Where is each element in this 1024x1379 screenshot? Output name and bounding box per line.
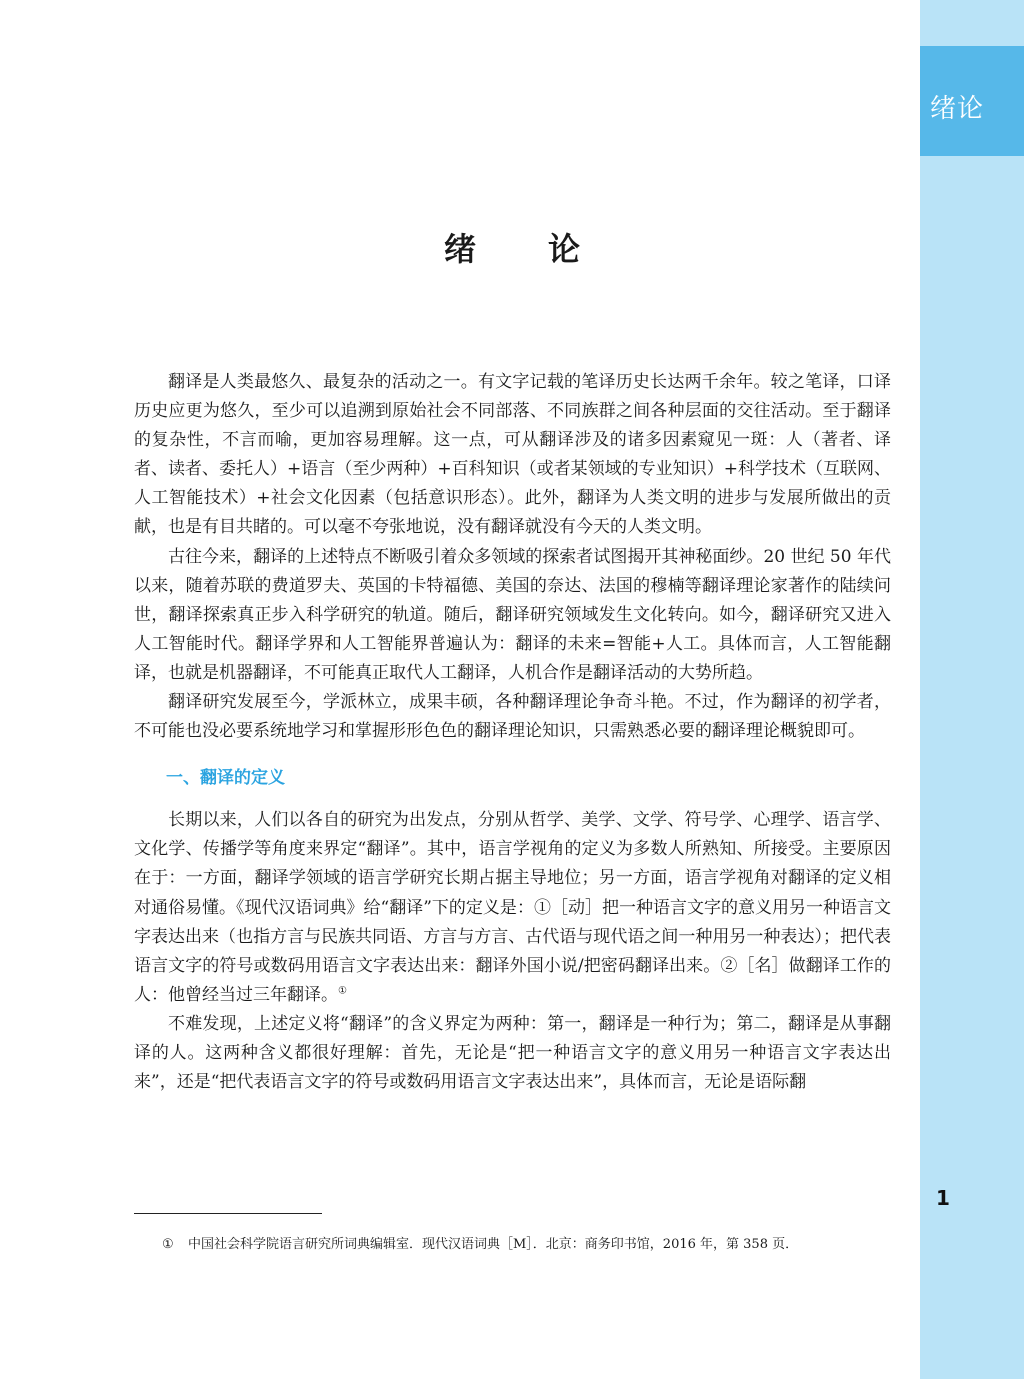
- body-text: [134, 368, 891, 1097]
- intro-paragraph-3: 翻译研究发展至今，学派林立，成果丰硕，各种翻译理论争奇斗艳。不过，作为翻译的初学者，不可能也没必要系统地学习和掌握形形色色的翻译理论知识，只需熟悉必要的翻译理论概貌即可。: [134, 692, 891, 742]
- side-margin-strip: [920, 0, 1024, 1379]
- footnote-marker: ①: [162, 1237, 174, 1252]
- section-heading: 一、翻译的定义: [166, 768, 285, 789]
- page-number: 1: [936, 1186, 950, 1210]
- footnote-text: 中国社会科学院语言研究所词典编辑室．现代汉语词典［M］．北京：商务印书馆，2016 年，第 358 页．: [188, 1237, 799, 1252]
- chapter-tab-label: 绪论: [930, 94, 985, 124]
- section-paragraph-2: 不难发现，上述定义将“翻译”的含义界定为两种：第一，翻译是一种行为；第二，翻译是从事翻译的人。这两种含义都很好理解：首先，无论是“把一种语言文字的意义用另一种语言文字表达出来”，还是“把代表语言文字的符号或数码用语言文字表达出来”，具体而言，无论是语际翻: [134, 1013, 891, 1093]
- section-paragraph-1: [134, 806, 891, 1010]
- footnote: [162, 1236, 902, 1254]
- section-paragraph-1-text: 长期以来，人们以各自的研究为出发点，分别从哲学、美学、文学、符号学、心理学、语言学、文化学、传播学等角度来界定“翻译”。其中，语言学视角的定义为多数人所熟知、所接受。主要原因在于：一方面，翻译学领域的语言学研究长期占据主导地位；另一方面，语言学视角对翻译的定义相对通俗易懂。《现代汉语词典》给“翻译”下的定义是：①［动］把一种语言文字的意义用另一种语言文字表达出来（也指方言与民族共同语、方言与方言、古代语与现代语之间一种用另一种表达）；把代表语言文字的符号或数码用语言文字表达出来：翻译外国小说/把密码翻译出来。②［名］做翻译工作的人：他曾经当过三年翻译。: [134, 810, 891, 1005]
- intro-paragraph-2: 古往今来，翻译的上述特点不断吸引着众多领域的探索者试图揭开其神秘面纱。20 世纪 50 年代以来，随着苏联的费道罗夫、英国的卡特福德、美国的奈达、法国的穆楠等翻译理论家著作的陆续问世，翻译探索真正步入科学研究的轨道。随后，翻译研究领域发生文化转向。如今，翻译研究又进入人工智能时代。翻译学界和人工智能界普遍认为：翻译的未来=智能+人工。具体而言，人工智能翻译，也就是机器翻译，不可能真正取代人工翻译，人机合作是翻译活动的大势所趋。: [134, 546, 891, 683]
- footnote-divider: [134, 1213, 322, 1214]
- page-title: 绪论: [443, 230, 652, 268]
- footnote-reference[interactable]: ①: [338, 985, 347, 997]
- intro-paragraph-1: 翻译是人类最悠久、最复杂的活动之一。有文字记载的笔译历史长达两千余年。较之笔译，口译历史应更为悠久，至少可以追溯到原始社会不同部落、不同族群之间各种层面的交往活动。至于翻译的复杂性，不言而喻，更加容易理解。这一点，可从翻译涉及的诸多因素窥见一斑：人（著者、译者、读者、委托人）+语言（至少两种）+百科知识（或者某领域的专业知识）+科学技术（互联网、人工智能技术）+社会文化因素（包括意识形态）。此外，翻译为人类文明的进步与发展所做出的贡献，也是有目共睹的。可以毫不夸张地说，没有翻译就没有今天的人类文明。: [134, 372, 891, 538]
